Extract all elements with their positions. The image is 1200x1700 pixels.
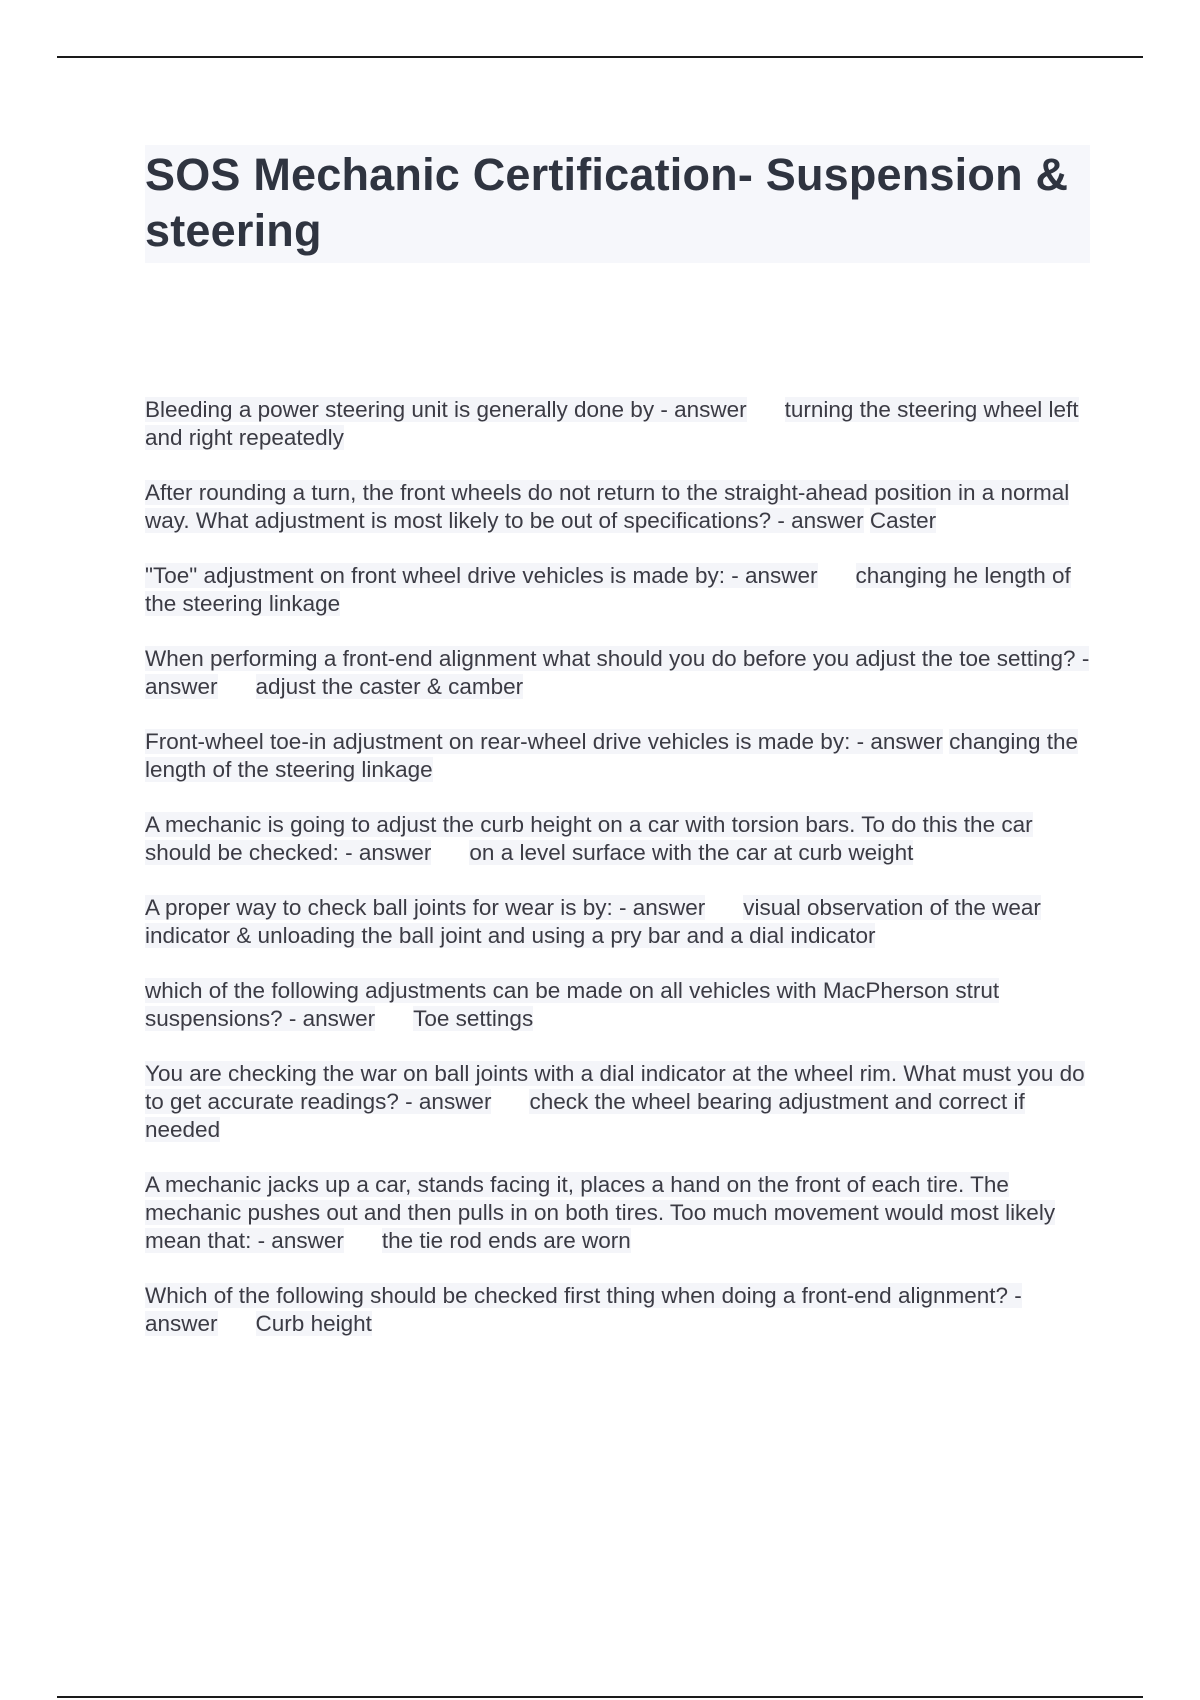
qa-item (145, 894, 1090, 950)
answer-text: turning the steering wheel left and right repeatedly (145, 397, 1079, 450)
qa-item (145, 811, 1090, 867)
answer-text: changing the length of the steering linkage (145, 729, 1078, 782)
answer-text: Toe settings (413, 1006, 534, 1031)
bottom-rule (57, 1696, 1143, 1698)
answer-text: on a level surface with the car at curb weight (469, 840, 914, 865)
question-text: After rounding a turn, the front wheels do not return to the straight-ahead position in a normal way. What adjustment is most likely to be out of specifications? - answer (145, 480, 1070, 533)
question-text: Bleeding a power steering unit is generally done by - answer (145, 397, 747, 422)
qa-item (145, 1282, 1090, 1338)
top-rule (57, 56, 1143, 58)
question-text: When performing a front-end alignment what should you do before you adjust the toe setting? - answer (145, 646, 1090, 699)
answer-text: Caster (869, 508, 937, 533)
question-text: which of the following adjustments can be made on all vehicles with MacPherson strut suspensions? - answer (145, 978, 1000, 1031)
document-title: SOS Mechanic Certification- Suspension & steering (145, 149, 1069, 256)
question-text: "Toe" adjustment on front wheel drive vehicles is made by: - answer (145, 563, 818, 588)
answer-text: the tie rod ends are worn (381, 1228, 631, 1253)
qa-item (145, 1060, 1090, 1144)
qa-item (145, 728, 1090, 784)
answer-text: Curb height (255, 1311, 372, 1336)
answer-text: check the wheel bearing adjustment and correct if needed (145, 1089, 1025, 1142)
qa-item (145, 396, 1090, 452)
qa-item (145, 562, 1090, 618)
title-block (145, 145, 1090, 263)
answer-text: changing he length of the steering linkage (145, 563, 1071, 616)
qa-item (145, 479, 1090, 535)
qa-list (145, 396, 1090, 1365)
qa-item (145, 645, 1090, 701)
question-text: A mechanic is going to adjust the curb height on a car with torsion bars. To do this the car should be checked: - answer (145, 812, 1033, 865)
answer-text: adjust the caster & camber (255, 674, 524, 699)
question-text: Front-wheel toe-in adjustment on rear-wheel drive vehicles is made by: - answer (145, 729, 943, 754)
question-text: Which of the following should be checked first thing when doing a front-end alignment? - answer (145, 1283, 1022, 1336)
qa-item (145, 977, 1090, 1033)
qa-item (145, 1171, 1090, 1255)
question-text: You are checking the war on ball joints with a dial indicator at the wheel rim. What must you do to get accurate readings? - answer (145, 1061, 1085, 1114)
question-text: A proper way to check ball joints for wear is by: - answer (145, 895, 706, 920)
question-text: A mechanic jacks up a car, stands facing it, places a hand on the front of each tire. The mechanic pushes out and then pulls in on both tires. Too much movement would most likely mean that: - answer (145, 1172, 1056, 1253)
answer-text: visual observation of the wear indicator & unloading the ball joint and using a pry bar and a dial indicator (145, 895, 1041, 948)
